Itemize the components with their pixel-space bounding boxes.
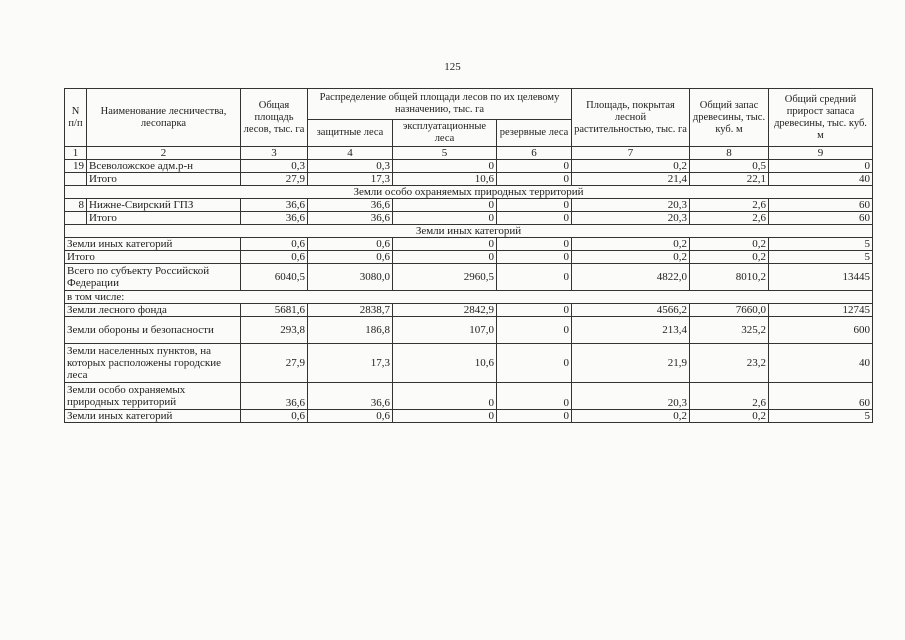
cell-growth: 40: [769, 344, 873, 383]
header-name: Наименование лесничества, лесопарка: [87, 89, 241, 147]
table-row: [65, 304, 873, 317]
row-name: Земли населенных пунктов, на которых расположены городские леса: [65, 344, 241, 383]
cell-exploitation: 0: [393, 251, 497, 264]
row-name: Земли иных категорий: [65, 410, 241, 423]
cell-total: 0,6: [241, 238, 308, 251]
cell-total: 0,6: [241, 410, 308, 423]
header-growth: Общий средний прирост запаса древесины, тыс. куб. м: [769, 89, 873, 147]
cell-protective: 2838,7: [308, 304, 393, 317]
column-index-row: [65, 147, 873, 160]
cell-growth: 13445: [769, 264, 873, 291]
row-name: Земли иных категорий: [65, 238, 241, 251]
cell-reserve: 0: [497, 160, 572, 173]
cell-reserve: 0: [497, 199, 572, 212]
cell-protective: 0,6: [308, 251, 393, 264]
row-name: Нижне-Свирский ГПЗ: [87, 199, 241, 212]
row-name: Итого: [65, 251, 241, 264]
cell-covered: 4822,0: [572, 264, 690, 291]
table-row: [65, 383, 873, 410]
cell-reserve: 0: [497, 383, 572, 410]
table-row: [65, 264, 873, 291]
cell-covered: 21,9: [572, 344, 690, 383]
header-total-area: Общая площадь лесов, тыс. га: [241, 89, 308, 147]
cell-exploitation: 0: [393, 410, 497, 423]
cell-total: 36,6: [241, 383, 308, 410]
section-row: [65, 225, 873, 238]
table-row: [65, 291, 873, 304]
cell-reserve: 0: [497, 264, 572, 291]
cell-stock: 0,5: [690, 160, 769, 173]
cell-protective: 36,6: [308, 383, 393, 410]
col-index: 3: [241, 147, 308, 160]
cell-exploitation: 107,0: [393, 317, 497, 344]
col-index: 5: [393, 147, 497, 160]
section-title: Земли особо охраняемых природных территорий: [65, 186, 873, 199]
header-num: N п/п: [65, 89, 87, 147]
section-row: [65, 186, 873, 199]
including-label: в том числе:: [65, 291, 873, 304]
header-protective: защитные леса: [308, 120, 393, 147]
cell-protective: 17,3: [308, 344, 393, 383]
table-row: [65, 317, 873, 344]
cell-stock: 23,2: [690, 344, 769, 383]
col-index: 2: [87, 147, 241, 160]
cell-reserve: 0: [497, 410, 572, 423]
cell-total: 0,6: [241, 251, 308, 264]
cell-reserve: 0: [497, 212, 572, 225]
cell-total: 36,6: [241, 212, 308, 225]
cell-protective: 36,6: [308, 212, 393, 225]
cell-growth: 5: [769, 251, 873, 264]
forest-statistics-table: [64, 88, 873, 423]
cell-covered: 0,2: [572, 238, 690, 251]
cell-stock: 0,2: [690, 251, 769, 264]
cell-exploitation: 0: [393, 383, 497, 410]
header-covered-area: Площадь, покрытая лесной растительностью, тыс. га: [572, 89, 690, 147]
cell-covered: 4566,2: [572, 304, 690, 317]
cell-stock: 0,2: [690, 410, 769, 423]
cell-reserve: 0: [497, 238, 572, 251]
row-num: 8: [65, 199, 87, 212]
col-index: 7: [572, 147, 690, 160]
cell-exploitation: 10,6: [393, 173, 497, 186]
cell-protective: 36,6: [308, 199, 393, 212]
header-exploitation: эксплуатационные леса: [393, 120, 497, 147]
table-row: [65, 199, 873, 212]
cell-growth: 60: [769, 199, 873, 212]
cell-protective: 0,6: [308, 410, 393, 423]
table-row: [65, 410, 873, 423]
cell-total: 36,6: [241, 199, 308, 212]
page-number: 125: [444, 61, 461, 73]
row-name: Земли особо охраняемых природных территорий: [65, 383, 241, 410]
cell-covered: 20,3: [572, 199, 690, 212]
cell-growth: 60: [769, 212, 873, 225]
table-row: [65, 212, 873, 225]
cell-growth: 60: [769, 383, 873, 410]
cell-growth: 12745: [769, 304, 873, 317]
cell-reserve: 0: [497, 317, 572, 344]
row-name: Земли лесного фонда: [65, 304, 241, 317]
table-row: [65, 251, 873, 264]
cell-stock: 2,6: [690, 199, 769, 212]
row-name: Итого: [87, 173, 241, 186]
cell-protective: 0,3: [308, 160, 393, 173]
cell-growth: 600: [769, 317, 873, 344]
cell-covered: 0,2: [572, 410, 690, 423]
cell-growth: 40: [769, 173, 873, 186]
row-name: Земли обороны и безопасности: [65, 317, 241, 344]
cell-stock: 325,2: [690, 317, 769, 344]
cell-protective: 17,3: [308, 173, 393, 186]
row-num: 19: [65, 160, 87, 173]
row-name: Всеволожское адм.р-н: [87, 160, 241, 173]
header-distribution: Распределение общей площади лесов по их целевому назначению, тыс. га: [308, 89, 572, 120]
cell-reserve: 0: [497, 251, 572, 264]
table-row: [65, 160, 873, 173]
cell-total: 27,9: [241, 344, 308, 383]
col-index: 1: [65, 147, 87, 160]
col-index: 8: [690, 147, 769, 160]
cell-growth: 0: [769, 160, 873, 173]
cell-protective: 3080,0: [308, 264, 393, 291]
cell-reserve: 0: [497, 304, 572, 317]
cell-exploitation: 0: [393, 212, 497, 225]
section-title: Земли иных категорий: [65, 225, 873, 238]
header-wood-stock: Общий запас древесины, тыс. куб. м: [690, 89, 769, 147]
col-index: 4: [308, 147, 393, 160]
cell-stock: 8010,2: [690, 264, 769, 291]
cell-covered: 0,2: [572, 251, 690, 264]
cell-stock: 2,6: [690, 212, 769, 225]
cell-growth: 5: [769, 410, 873, 423]
cell-total: 0,3: [241, 160, 308, 173]
cell-exploitation: 0: [393, 199, 497, 212]
cell-exploitation: 2842,9: [393, 304, 497, 317]
cell-total: 6040,5: [241, 264, 308, 291]
cell-covered: 21,4: [572, 173, 690, 186]
cell-exploitation: 0: [393, 238, 497, 251]
cell-stock: 2,6: [690, 383, 769, 410]
cell-reserve: 0: [497, 344, 572, 383]
cell-stock: 22,1: [690, 173, 769, 186]
cell-reserve: 0: [497, 173, 572, 186]
table-row: [65, 173, 873, 186]
table-row: [65, 344, 873, 383]
cell-protective: 0,6: [308, 238, 393, 251]
cell-covered: 20,3: [572, 212, 690, 225]
cell-growth: 5: [769, 238, 873, 251]
cell-total: 5681,6: [241, 304, 308, 317]
row-name: Итого: [87, 212, 241, 225]
cell-protective: 186,8: [308, 317, 393, 344]
cell-stock: 7660,0: [690, 304, 769, 317]
cell-exploitation: 2960,5: [393, 264, 497, 291]
cell-exploitation: 10,6: [393, 344, 497, 383]
cell-covered: 213,4: [572, 317, 690, 344]
cell-total: 27,9: [241, 173, 308, 186]
col-index: 9: [769, 147, 873, 160]
row-name: Всего по субъекту Российской Федерации: [65, 264, 241, 291]
cell-covered: 0,2: [572, 160, 690, 173]
cell-covered: 20,3: [572, 383, 690, 410]
header-reserve: резервные леса: [497, 120, 572, 147]
cell-exploitation: 0: [393, 160, 497, 173]
table-row: [65, 238, 873, 251]
cell-stock: 0,2: [690, 238, 769, 251]
cell-total: 293,8: [241, 317, 308, 344]
col-index: 6: [497, 147, 572, 160]
